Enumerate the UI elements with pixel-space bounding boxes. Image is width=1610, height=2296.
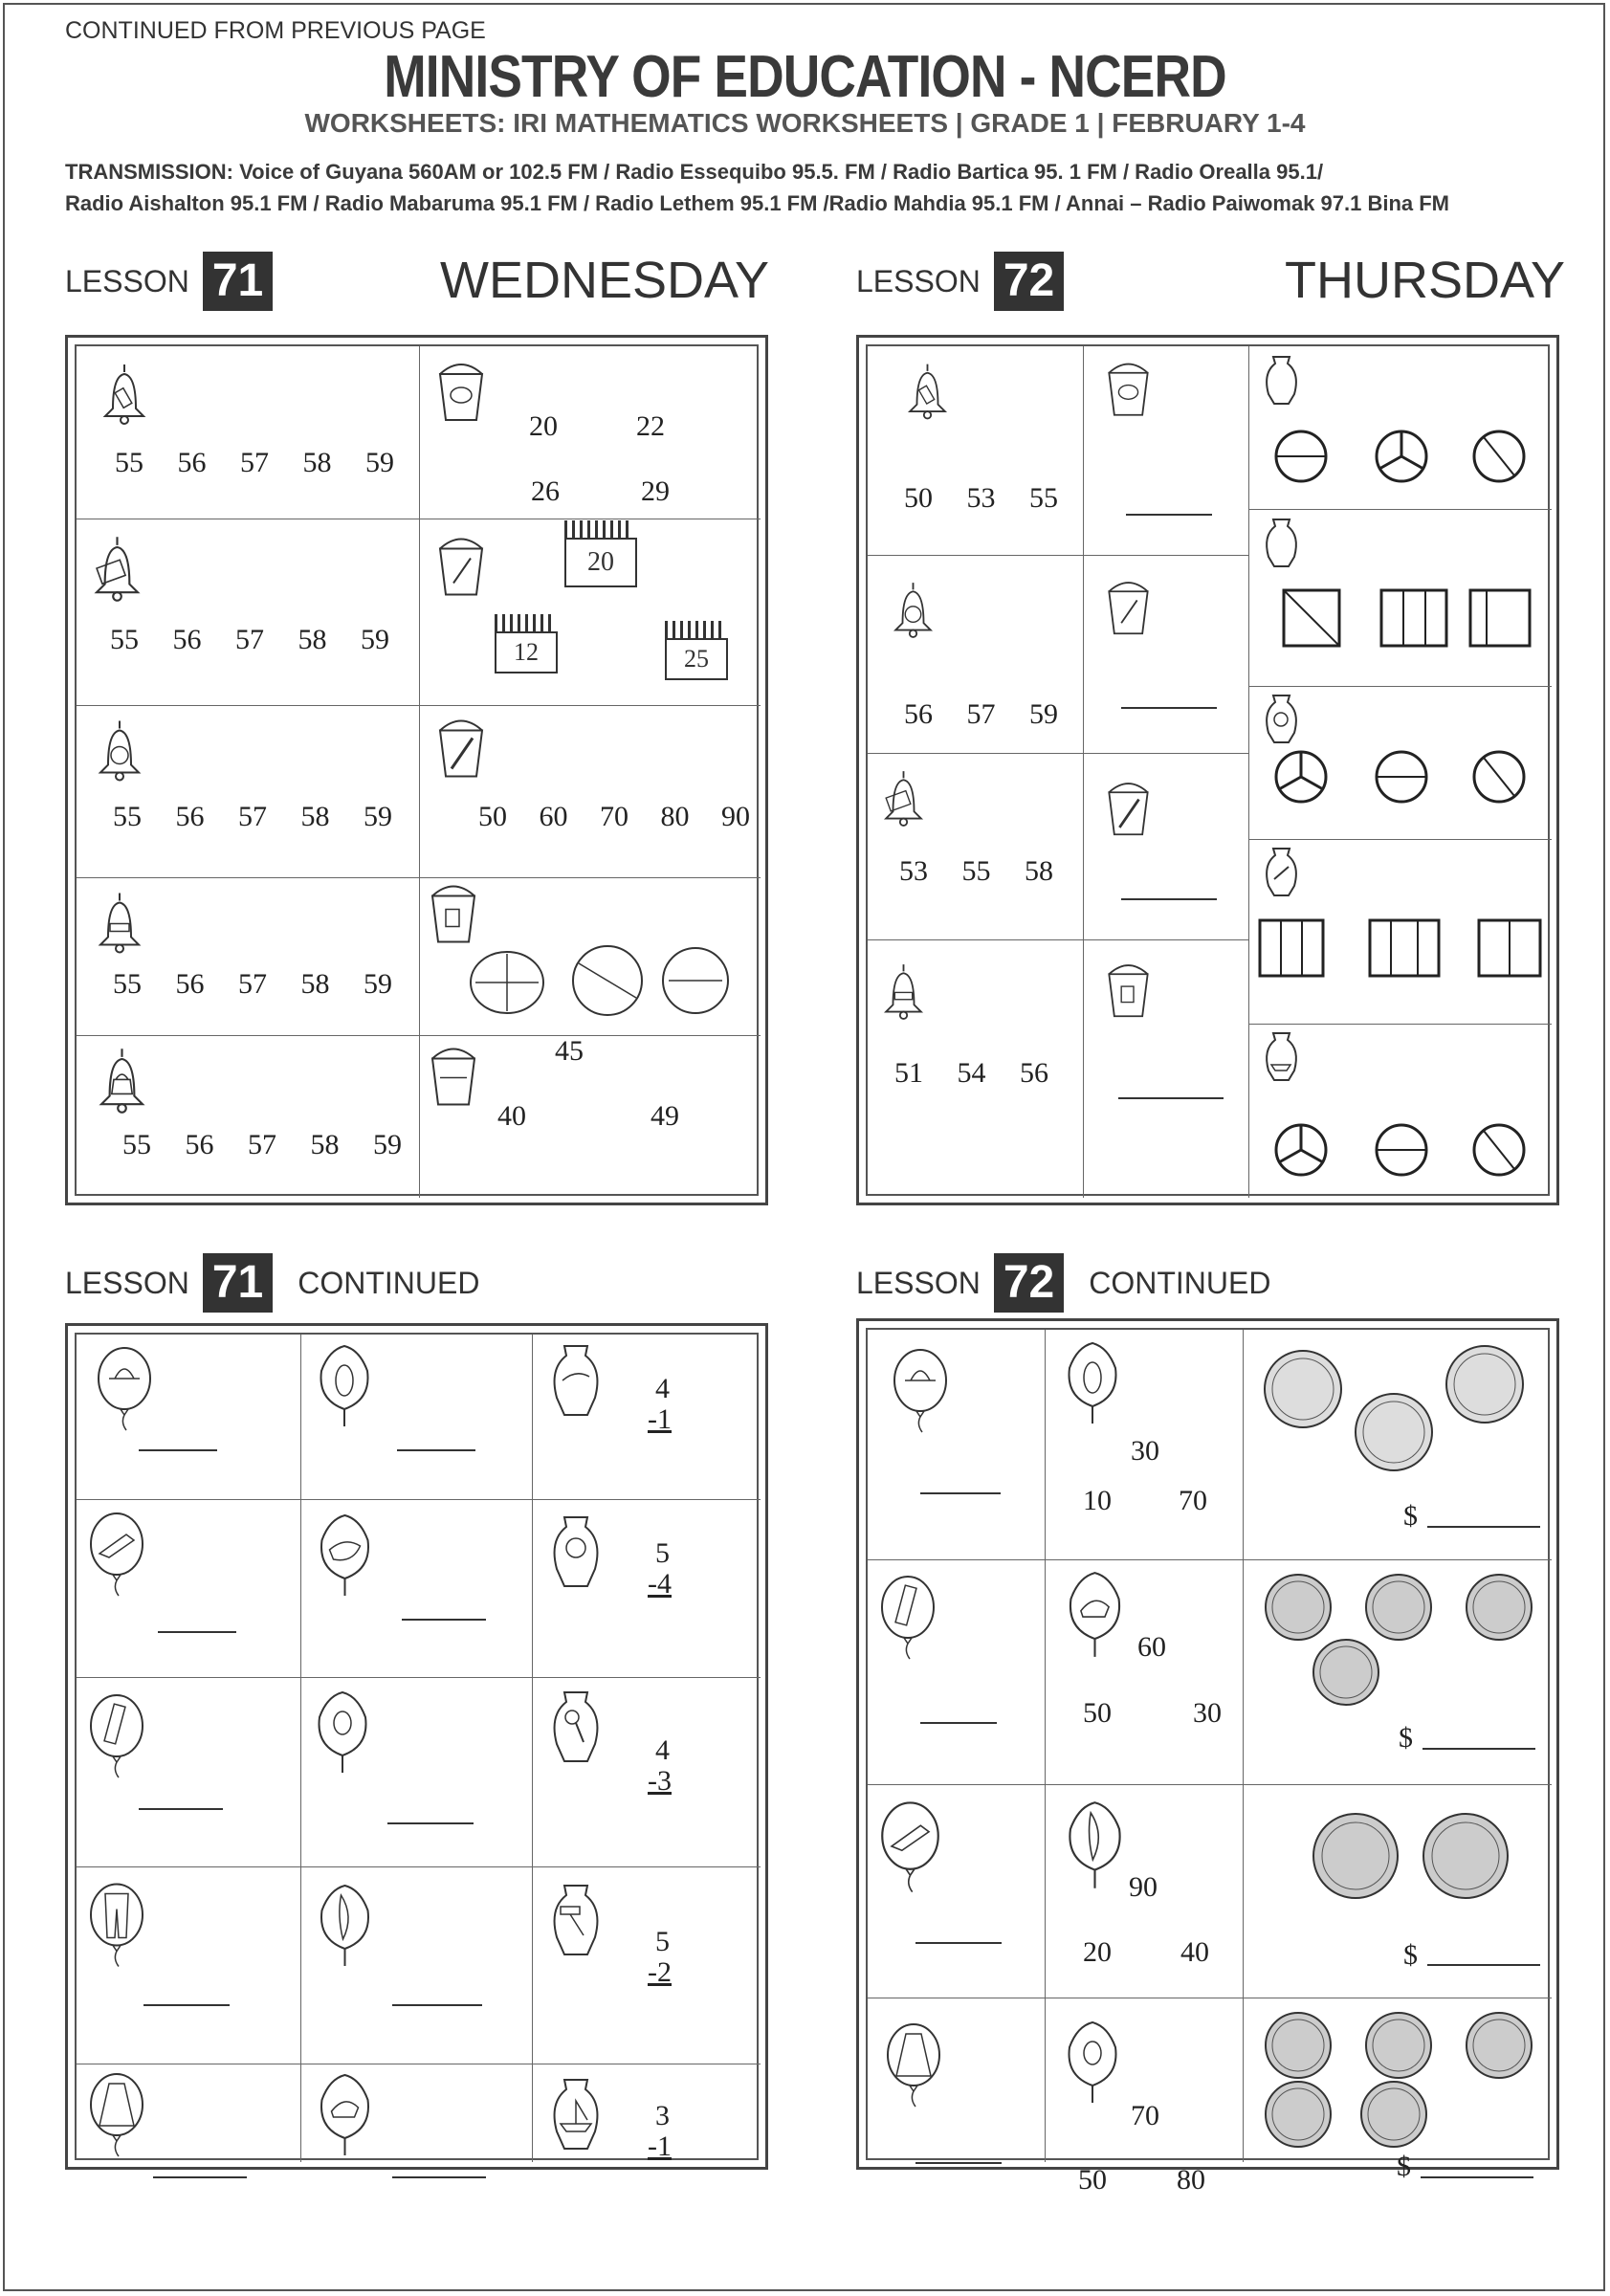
balloon-icon xyxy=(88,1693,145,1779)
answer-blank[interactable] xyxy=(1427,1964,1540,1966)
bell-icon xyxy=(877,762,930,834)
leaf-icon xyxy=(314,1689,371,1777)
continued-note: CONTINUED FROM PREVIOUS PAGE xyxy=(65,17,486,44)
dollar-sign: $ xyxy=(1397,2151,1411,2182)
balloon-icon xyxy=(879,1571,937,1665)
bell-icon xyxy=(86,533,148,605)
answer-blank[interactable] xyxy=(153,2176,247,2178)
lesson-label: LESSON xyxy=(65,1265,189,1300)
vase-icon xyxy=(1260,846,1303,898)
number-row: 50 53 55 xyxy=(904,482,1058,514)
coins-icon xyxy=(1303,1808,1523,1904)
number: 40 xyxy=(497,1100,526,1132)
answer-blank[interactable] xyxy=(1126,514,1212,516)
dollar-sign: $ xyxy=(1403,1939,1418,1971)
crayons-icon xyxy=(665,621,724,638)
bell-icon xyxy=(91,887,148,959)
vase-icon xyxy=(547,1342,605,1419)
crayon-box: 12 xyxy=(495,631,558,673)
leaf-icon xyxy=(314,2071,376,2159)
balloon-icon xyxy=(885,2019,942,2112)
number: 20 xyxy=(529,410,558,442)
leaf-icon xyxy=(314,1882,376,1970)
bucket-icon xyxy=(1102,775,1155,847)
balloon-icon xyxy=(88,1512,145,1598)
lesson-number: 71 xyxy=(203,252,273,311)
lesson-71-continued-header xyxy=(65,1253,479,1313)
balloon-icon xyxy=(88,2071,145,2159)
number-row: 53 55 58 xyxy=(899,855,1053,887)
answer-blank[interactable] xyxy=(143,2004,230,2006)
crayons-icon xyxy=(495,614,554,631)
bell-icon xyxy=(91,1045,153,1116)
balloon-icon xyxy=(88,1880,145,1971)
number: 70 xyxy=(1131,2100,1159,2131)
number-row: 51 54 56 xyxy=(894,1057,1048,1089)
lesson-71-grid xyxy=(75,344,759,1196)
balloon-icon xyxy=(892,1344,949,1438)
page-title: MINISTRY OF EDUCATION - NCERD xyxy=(384,44,1226,110)
number: 22 xyxy=(636,410,665,442)
number-row: 55 56 57 58 59 xyxy=(122,1129,402,1160)
dollar-sign: $ xyxy=(1403,1500,1418,1532)
lesson-label: LESSON xyxy=(856,263,981,298)
lesson-number: 71 xyxy=(203,1253,273,1313)
number: 10 xyxy=(1083,1485,1112,1516)
bell-icon xyxy=(96,361,153,428)
lesson-71-continued-worksheet xyxy=(65,1323,768,2170)
answer-blank[interactable] xyxy=(139,1449,217,1451)
lesson-72-grid xyxy=(866,344,1550,1196)
balloon-icon xyxy=(879,1800,941,1894)
coins-icon xyxy=(1255,1571,1547,1714)
number: 26 xyxy=(531,475,560,507)
leaf-icon xyxy=(1064,2019,1121,2107)
transmission-line-1: TRANSMISSION: Voice of Guyana 560AM or 102.5 FM / Radio Essequibo 95.5. FM / Radio Bartica 95. 1 FM / Radio Orealla 95.1/ xyxy=(65,160,1324,184)
bell-icon xyxy=(901,358,954,425)
bucket-icon xyxy=(432,715,490,786)
answer-blank[interactable] xyxy=(1121,898,1217,900)
minuend: 4 xyxy=(655,1734,670,1766)
fraction-shapes-row-1 xyxy=(1268,423,1535,490)
answer-blank[interactable] xyxy=(1421,2176,1533,2178)
number-row: 55 56 57 58 59 xyxy=(113,801,392,832)
vase-icon xyxy=(547,2073,605,2155)
number: 40 xyxy=(1180,1936,1209,1968)
bucket-icon xyxy=(432,533,490,605)
vase-icon xyxy=(547,1878,605,1962)
answer-blank[interactable] xyxy=(402,1619,486,1621)
bucket-icon xyxy=(1102,957,1155,1028)
fraction-shapes-row-3 xyxy=(1268,743,1535,810)
answer-blank[interactable] xyxy=(1427,1526,1540,1528)
number: 30 xyxy=(1193,1697,1222,1729)
number: 20 xyxy=(1083,1936,1112,1968)
lesson-72-continued-header xyxy=(856,1253,1270,1313)
vase-icon xyxy=(1260,1030,1303,1083)
lesson-71-worksheet xyxy=(65,335,768,1205)
bell-icon xyxy=(877,956,930,1027)
answer-blank[interactable] xyxy=(1121,707,1217,709)
orange-slices-icon xyxy=(464,935,732,1021)
number-row: 55 56 57 58 59 xyxy=(113,968,392,1000)
vase-icon xyxy=(547,1687,605,1767)
crayon-box: 20 xyxy=(564,538,637,587)
bell-icon xyxy=(91,715,148,786)
continued-label: CONTINUED xyxy=(298,1265,480,1300)
lesson-label: LESSON xyxy=(65,263,189,298)
answer-blank[interactable] xyxy=(397,1449,475,1451)
vase-icon xyxy=(1260,354,1303,407)
vase-icon xyxy=(547,1512,605,1591)
answer-blank[interactable] xyxy=(915,2162,1002,2164)
day-wednesday: WEDNESDAY xyxy=(440,252,770,309)
crayon-box: 25 xyxy=(665,638,728,680)
vase-icon xyxy=(1260,517,1303,569)
bucket-icon xyxy=(425,1043,482,1115)
bucket-icon xyxy=(1102,574,1155,646)
continued-label: CONTINUED xyxy=(1089,1265,1271,1300)
answer-blank[interactable] xyxy=(392,2176,486,2178)
lesson-72-continued-worksheet xyxy=(856,1318,1559,2196)
number: 90 xyxy=(1129,1871,1158,1903)
bucket-icon xyxy=(432,361,490,428)
number-row: 50 60 70 80 90 xyxy=(478,801,750,832)
lesson-72-worksheet xyxy=(856,335,1559,1205)
minuend: 5 xyxy=(655,1926,670,1957)
crayons-icon xyxy=(564,520,633,538)
leaf-icon xyxy=(314,1512,376,1600)
transmission-info xyxy=(65,156,1557,219)
number: 70 xyxy=(1179,1485,1207,1516)
subtrahend: -1 xyxy=(648,1403,672,1435)
fraction-shapes-row-5 xyxy=(1268,1116,1535,1183)
number-row: 55 56 57 58 59 xyxy=(115,447,394,478)
lesson-72-header xyxy=(856,252,1064,311)
page-subtitle: WORKSHEETS: IRI MATHEMATICS WORKSHEETS | GRADE 1 | FEBRUARY 1-4 xyxy=(304,108,1306,138)
dollar-sign: $ xyxy=(1399,1722,1413,1754)
number: 80 xyxy=(1177,2164,1205,2196)
answer-blank[interactable] xyxy=(392,2004,482,2006)
answer-blank[interactable] xyxy=(387,1822,474,1824)
number: 60 xyxy=(1137,1631,1166,1663)
subtrahend: -3 xyxy=(648,1765,672,1797)
fraction-shapes-row-4 xyxy=(1255,916,1547,982)
vase-icon xyxy=(1260,693,1303,745)
lesson-72-continued-grid xyxy=(866,1328,1550,2196)
answer-blank[interactable] xyxy=(139,1808,223,1810)
coins-icon xyxy=(1255,1341,1542,1485)
number-row: 55 56 57 58 59 xyxy=(110,624,389,655)
answer-blank[interactable] xyxy=(920,1492,1001,1494)
fraction-shapes-row-2 xyxy=(1274,585,1542,652)
number: 50 xyxy=(1083,1697,1112,1729)
minuend: 3 xyxy=(655,2100,670,2131)
subtrahend: -2 xyxy=(648,1956,672,1988)
number: 45 xyxy=(555,1035,584,1067)
lesson-71-header xyxy=(65,252,273,311)
lesson-71-continued-grid xyxy=(75,1333,759,2160)
subtrahend: -1 xyxy=(648,2130,672,2162)
leaf-icon xyxy=(316,1342,373,1430)
answer-blank[interactable] xyxy=(920,1722,997,1724)
number: 49 xyxy=(651,1100,679,1132)
number: 29 xyxy=(641,475,670,507)
leaf-icon xyxy=(1064,1569,1126,1661)
minuend: 5 xyxy=(655,1537,670,1569)
bell-icon xyxy=(887,574,939,646)
lesson-number: 72 xyxy=(994,1253,1064,1313)
lesson-number: 72 xyxy=(994,252,1064,311)
answer-blank[interactable] xyxy=(158,1631,236,1633)
transmission-line-2: Radio Aishalton 95.1 FM / Radio Mabaruma 95.1 FM / Radio Lethem 95.1 FM /Radio Mahdia 95.1 FM / Annai – Radio Paiwomak 97.1 Bina FM xyxy=(65,191,1450,215)
answer-blank[interactable] xyxy=(1423,1748,1535,1750)
subtrahend: -4 xyxy=(648,1568,672,1600)
coins-icon xyxy=(1255,2007,1547,2151)
bucket-icon xyxy=(1102,358,1155,425)
leaf-icon xyxy=(1064,1799,1126,1892)
lesson-label: LESSON xyxy=(856,1265,981,1300)
day-thursday: THURSDAY xyxy=(1285,252,1566,309)
number: 50 xyxy=(1078,2164,1107,2196)
answer-blank[interactable] xyxy=(915,1942,1002,1944)
balloon-icon xyxy=(96,1346,153,1432)
number: 30 xyxy=(1131,1435,1159,1467)
answer-blank[interactable] xyxy=(1118,1097,1224,1099)
number-row: 56 57 59 xyxy=(904,698,1058,730)
leaf-icon xyxy=(1064,1339,1121,1427)
minuend: 4 xyxy=(655,1373,670,1404)
